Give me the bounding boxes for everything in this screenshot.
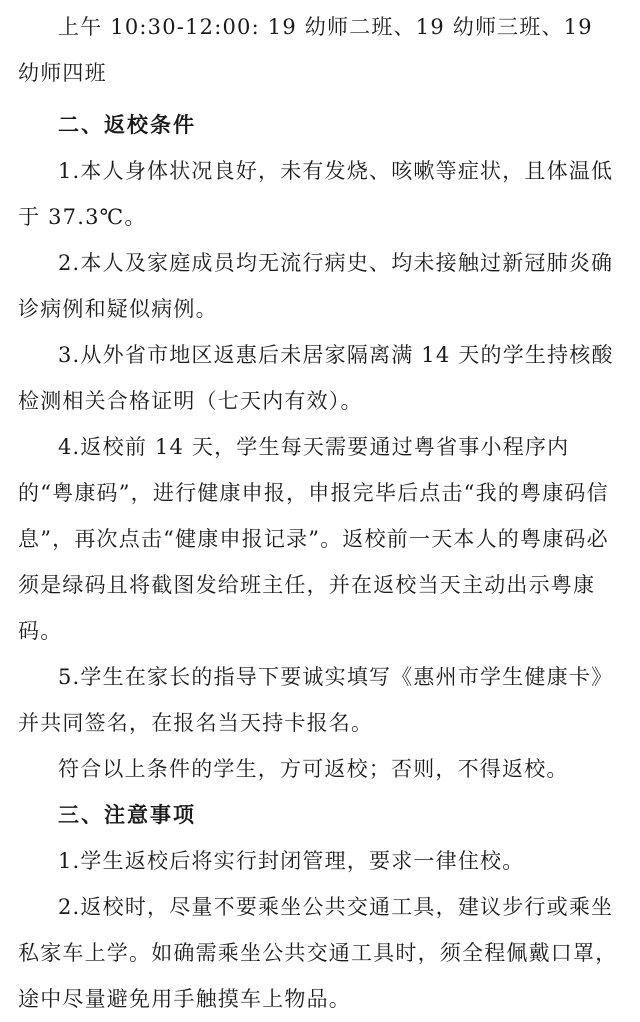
- note-1: 1.学生返校后将实行封闭管理，要求一律住校。: [58, 849, 525, 873]
- condition-3: 3.从外省市地区返惠后未居家隔离满 14 天的学生持核酸检测相关合格证明（七天内有效）。: [18, 343, 614, 413]
- condition-1: 1.本人身体状况良好，未有发烧、咳嗽等症状，且体温低于 37.3℃。: [18, 159, 614, 229]
- condition-5: 5.学生在家长的指导下要诚实填写《惠州市学生健康卡》并共同签名，在报名当天持卡报名。: [18, 665, 614, 735]
- section-heading-notes: 三、注意事项: [58, 803, 196, 827]
- note-2: 2.返校时，尽量不要乘坐公共交通工具，建议步行或乘坐私家车上学。如确需乘坐公共交通工具时，须全程佩戴口罩，途中尽量避免用手触摸车上物品。: [18, 895, 618, 1011]
- schedule-paragraph: 上午 10:30-12:00: 19 幼师二班、19 幼师三班、19 幼师四班: [18, 15, 593, 85]
- condition-2: 2.本人及家庭成员均无流行病史、均未接触过新冠肺炎确诊病例和疑似病例。: [18, 251, 614, 321]
- section-heading-return-conditions: 二、返校条件: [58, 113, 196, 137]
- condition-4: 4.返校前 14 天，学生每天需要通过粤省事小程序内的“粤康码”，进行健康申报，申报完毕后点击“我的粤康码信息”，再次点击“健康申报记录”。返校前一天本人的粤康码必须是绿码且将截图发给班主任，并在返校当天主动出示粤康码。: [18, 435, 609, 643]
- conditions-summary: 符合以上条件的学生，方可返校；否则，不得返校。: [58, 757, 569, 781]
